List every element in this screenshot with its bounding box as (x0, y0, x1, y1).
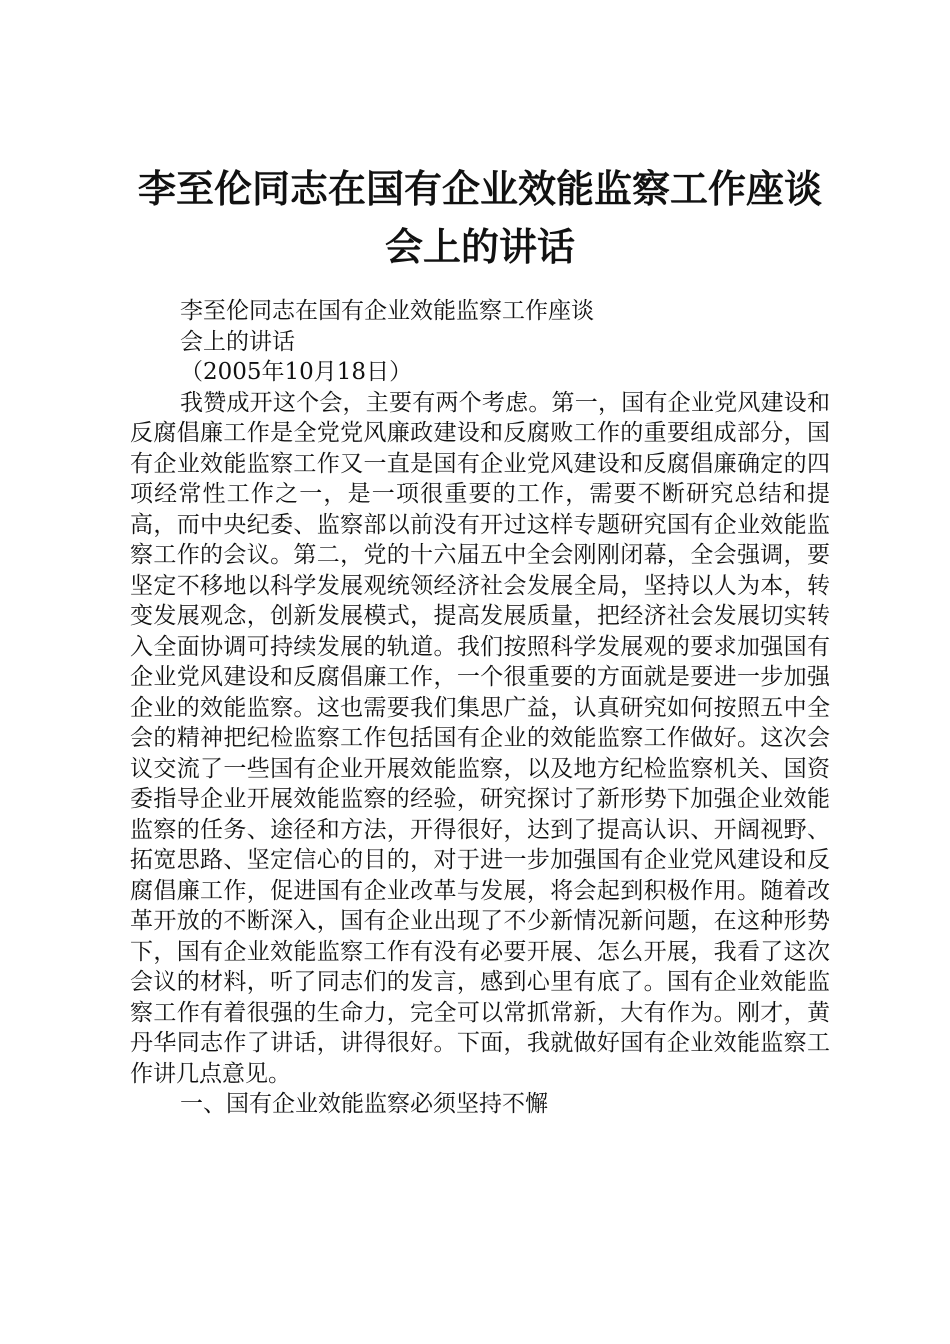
document-title: 李至伦同志在国有企业效能监察工作座谈会上的讲话 (137, 166, 822, 269)
subtitle-line-1: 李至伦同志在国有企业效能监察工作座谈 (180, 298, 594, 324)
paragraph-1: 我赞成开这个会，主要有两个考虑。第一，国有企业党风建设和反腐倡廉工作是全党党风廉政建设和反腐败工作的重要组成部分，国有企业效能监察工作又一直是国有企业党风建设和反腐倡廉确定的四项经常性工作之一，是一项很重要的工作，需要不断研究总结和提高，而中央纪委、监察部以前没有开过这样专题研究国有企业效能监察工作的会议。第二，党的十六届五中全会刚刚闭幕，全会强调，要坚定不移地以科学发展观统领经济社会发展全局，坚持以人为本，转变发展观念，创新发展模式，提高发展质量，把经济社会发展切实转入全面协调可持续发展的轨道。我们按照科学发展观的要求加强国有企业党风建设和反腐倡廉工作，一个很重要的方面就是要进一步加强企业的效能监察。这也需要我们集思广益，认真研究如何按照五中全会的精神把纪检监察工作包括国有企业的效能监察工作做好。这次会议交流了一些国有企业开展效能监察，以及地方纪检监察机关、国资委指导企业开展效能监察的经验，研究探讨了新形势下加强企业效能监察的任务、途径和方法，开得很好，达到了提高认识、开阔视野、拓宽思路、坚定信心的目的，对于进一步加强国有企业党风建设和反腐倡廉工作，促进国有企业改革与发展，将会起到积极作用。随着改革开放的不断深入，国有企业出现了不少新情况新问题，在这种形势下，国有企业效能监察工作有没有必要开展、怎么开展，我看了这次会议的材料，听了同志们的发言，感到心里有底了。国有企业效能监察工作有着很强的生命力，完全可以常抓常新，大有作为。刚才，黄丹华同志作了讲话，讲得很好。下面，我就做好国有企业效能监察工作讲几点意见。 (130, 389, 830, 1087)
subtitle-line-2: 会上的讲话 (180, 328, 295, 355)
speech-date: （2005年10月18日） (180, 359, 413, 385)
section-1-heading: 一、国有企业效能监察必须坚持不懈 (180, 1091, 548, 1117)
document-body (130, 296, 830, 1120)
